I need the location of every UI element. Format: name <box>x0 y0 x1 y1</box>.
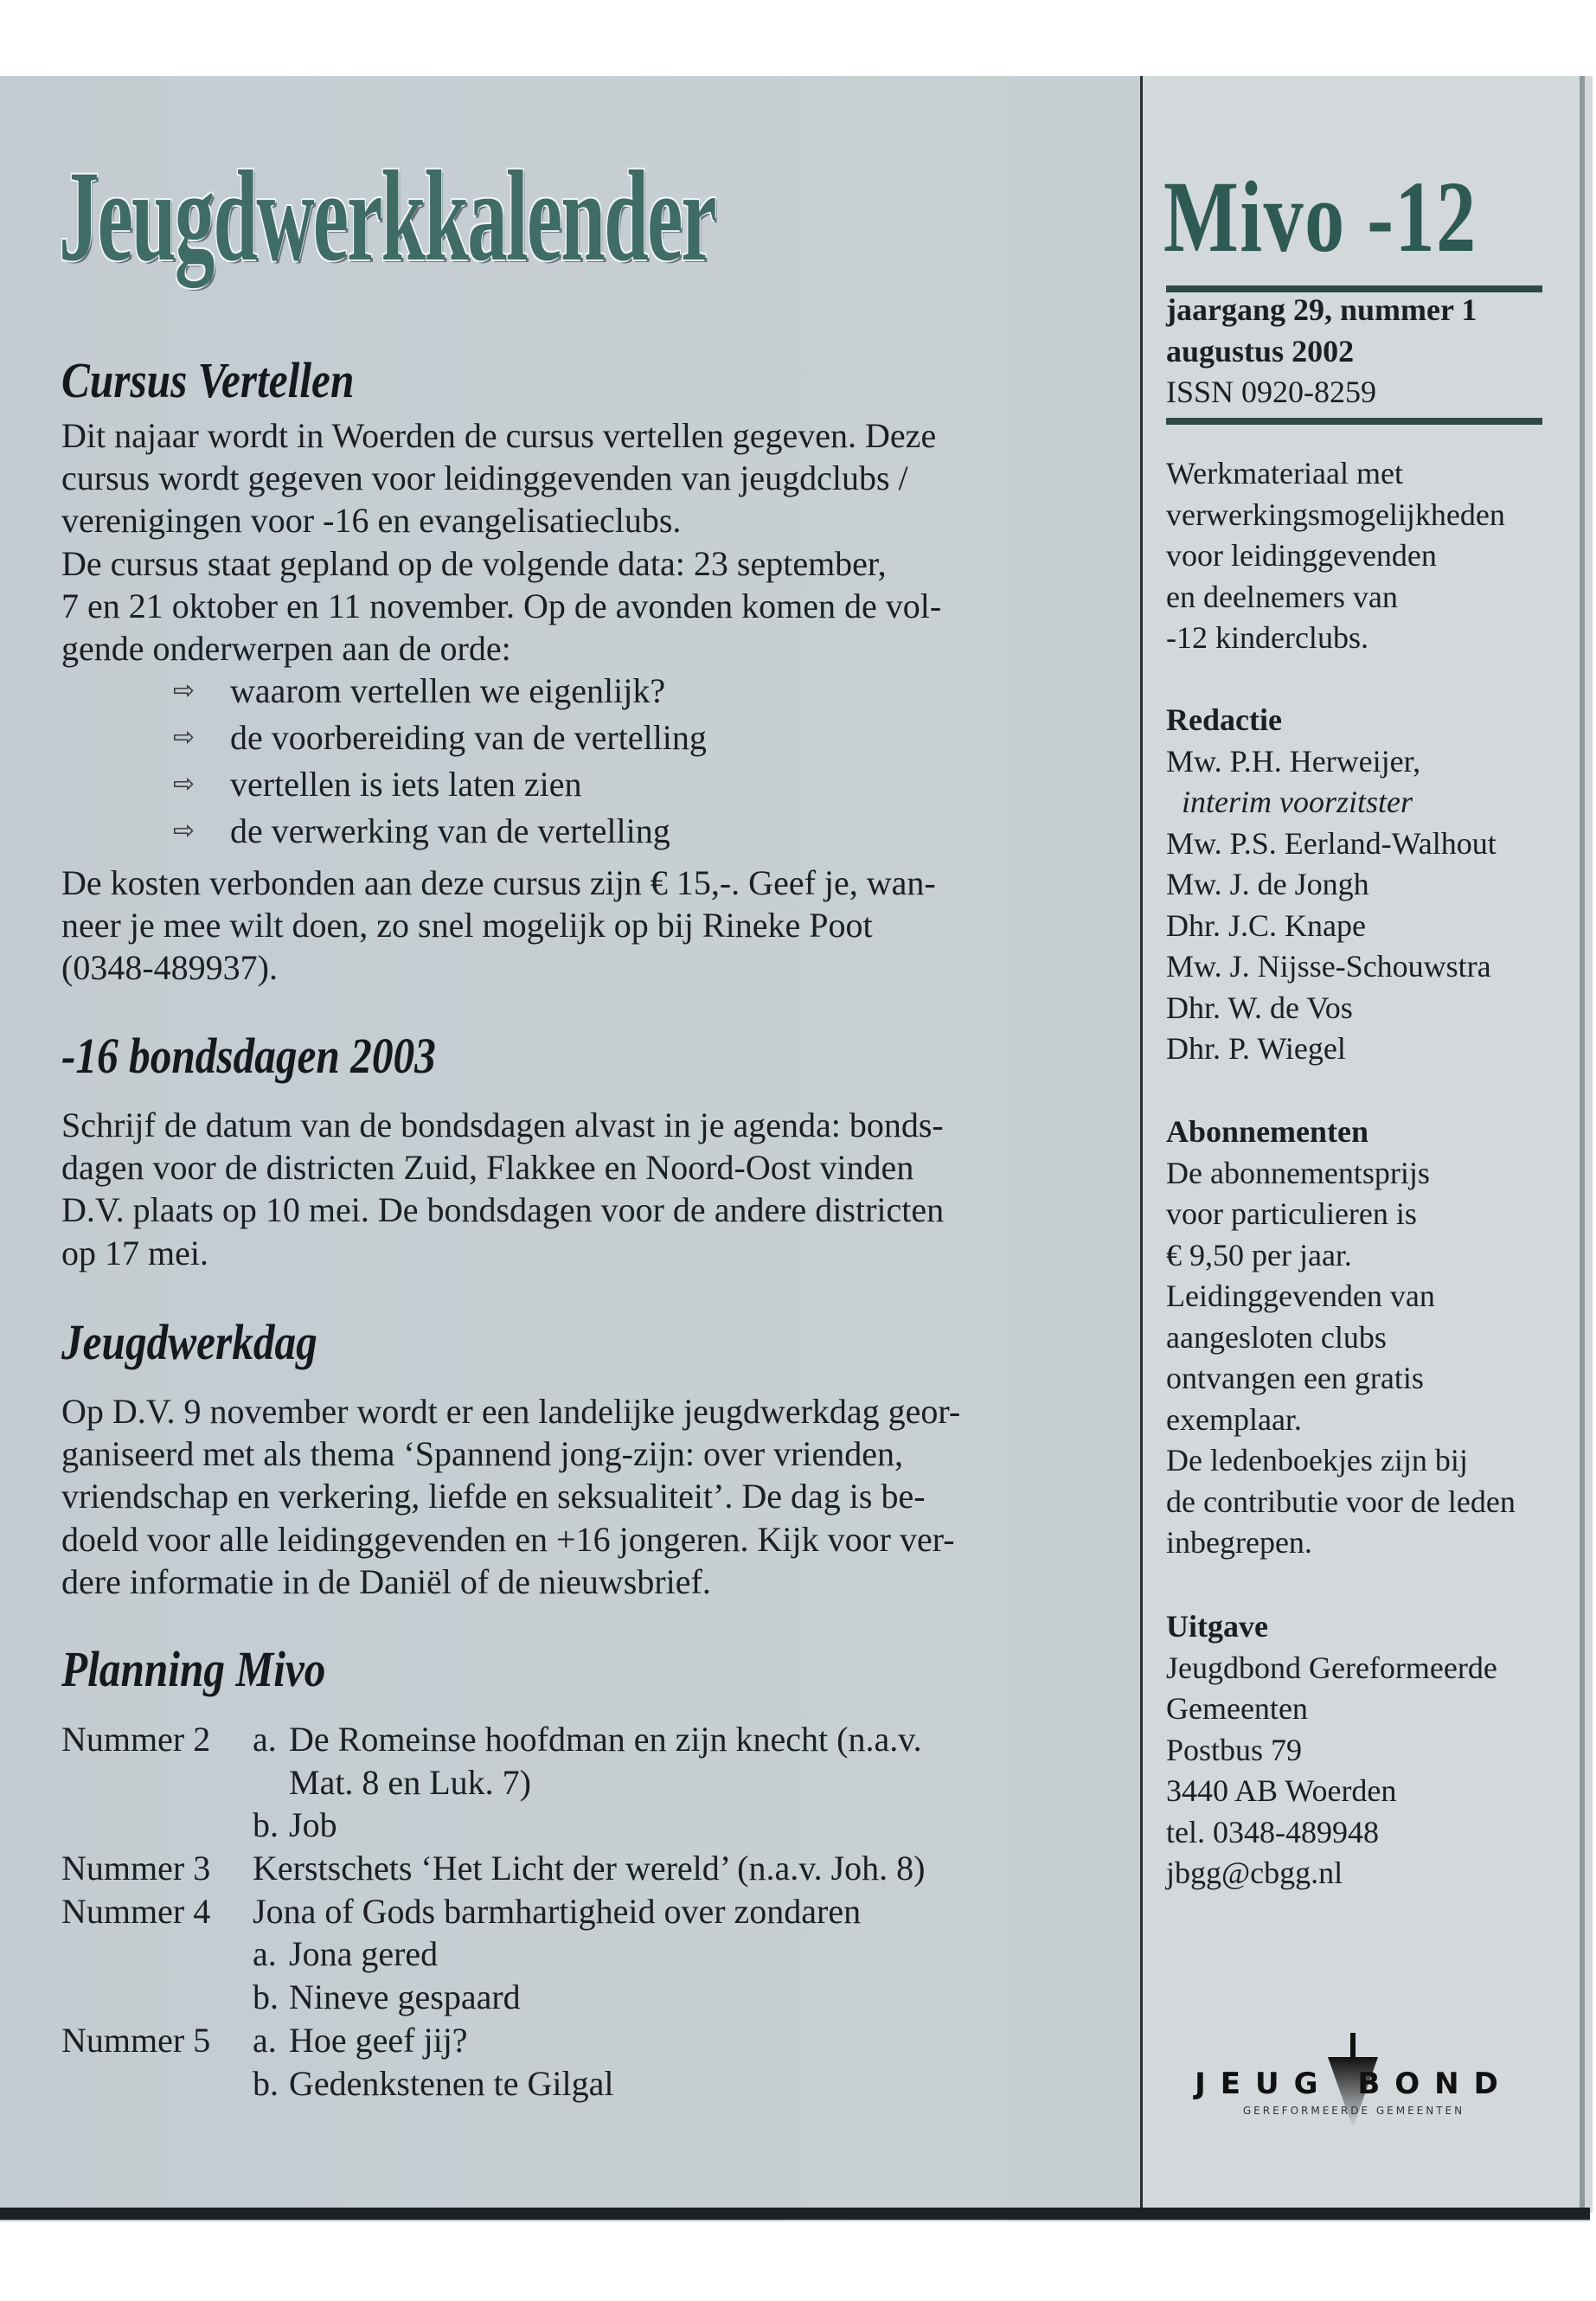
list-item <box>173 715 707 761</box>
heading-jeugdwerkdag: Jeugdwerkdag <box>61 1314 317 1370</box>
issue-label: Nummer 5 <box>61 2020 211 2060</box>
item-letter: b. <box>253 2063 279 2103</box>
text-line: vriendschap en verkering, liefde en seksualiteit’. De dag is be- <box>61 1477 926 1516</box>
list-item <box>173 668 707 715</box>
text-line: Schrijf de datum van de bondsdagen alvast in je agenda: bonds- <box>61 1106 944 1144</box>
text-line: De abonnementsprijs <box>1166 1155 1430 1190</box>
cursus-outro <box>61 862 936 990</box>
text-line: exemplaar. <box>1166 1401 1302 1437</box>
description <box>1166 453 1505 659</box>
arrow-right-icon: ⇨ <box>173 769 195 799</box>
svg-text:JEUG BOND: JEUG BOND <box>1195 2067 1513 2101</box>
list-item-text: de verwerking van de vertelling <box>230 811 670 850</box>
issue-label: Nummer 2 <box>61 1720 211 1759</box>
issn: ISSN 0920-8259 <box>1166 375 1377 409</box>
arrow-right-icon: ⇨ <box>173 816 195 846</box>
issue-date: augustus 2002 <box>1166 333 1355 369</box>
text-line: € 9,50 per jaar. <box>1166 1237 1352 1272</box>
svg-text:GEREFORMEERDE GEMEENTEN: GEREFORMEERDE GEMEENTEN <box>1242 2105 1465 2117</box>
item-text: Gedenkstenen te Gilgal <box>289 2063 614 2103</box>
text-line: Gemeenten <box>1166 1691 1308 1726</box>
editor: Mw. J. Nijsse-Schouwstra <box>1166 949 1491 984</box>
item-letter: a. <box>253 2020 277 2060</box>
text-line: ganiseerd met als thema ‘Spannend jong-zijn: over vrienden, <box>61 1434 904 1474</box>
item-text: Jona of Gods barmhartigheid over zondaren <box>253 1891 862 1931</box>
text-line: op 17 mei. <box>61 1233 208 1272</box>
abonnementen <box>1166 1112 1516 1564</box>
text-line: Postbus 79 <box>1166 1732 1303 1767</box>
text-line: jbgg@cbgg.nl <box>1166 1856 1343 1890</box>
editor: Mw. P.S. Eerland-Walhout <box>1166 825 1497 861</box>
list-item <box>173 761 707 808</box>
editor: Mw. P.H. Herweijer, <box>1166 743 1421 779</box>
text-line: verenigingen voor -16 en evangelisatieclubs. <box>61 501 682 541</box>
text-line: verwerkingsmogelijkheden <box>1166 497 1505 532</box>
text-line: doeld voor alle leidinggevenden en +16 jongeren. Kijk voor ver- <box>61 1519 955 1559</box>
item-text: Hoe geef jij? <box>289 2020 468 2060</box>
editor: Dhr. J.C. Knape <box>1166 907 1366 943</box>
text-line: (0348-489937). <box>61 948 278 988</box>
heading-planning: Planning Mivo <box>61 1641 326 1697</box>
arrow-right-icon: ⇨ <box>173 676 195 706</box>
cursus-topics-list <box>173 668 707 855</box>
jeugdwerkdag-text <box>61 1390 960 1603</box>
text-line: ontvangen een gratis <box>1166 1361 1424 1395</box>
text-line: Werkmateriaal met <box>1166 456 1403 490</box>
text-line: Dit najaar wordt in Woerden de cursus vertellen gegeven. Deze <box>61 416 937 455</box>
text-line: voor particulieren is <box>1166 1196 1417 1231</box>
issue-info <box>1166 290 1477 413</box>
issue-label: Nummer 3 <box>61 1849 211 1888</box>
heading-bondsdagen: -16 bondsdagen 2003 <box>61 1028 436 1084</box>
item-text: Kerstschets ‘Het Licht der wereld’ (n.a.v. Joh. 8) <box>253 1849 926 1888</box>
text-line: Leidinggevenden van <box>1166 1279 1435 1313</box>
list-item-text: vertellen is iets laten zien <box>230 765 582 804</box>
editor: Dhr. W. de Vos <box>1166 990 1353 1025</box>
item-text: De Romeinse hoofdman en zijn knecht (n.a.v. <box>289 1720 922 1759</box>
text-line: cursus wordt gegeven voor leidinggevenden van jeugdclubs / <box>61 458 908 498</box>
item-letter: b. <box>253 1977 279 2017</box>
arrow-right-icon: ⇨ <box>173 722 195 753</box>
masthead: Mivo -12 <box>1163 160 1477 273</box>
item-text: Mat. 8 en Luk. 7) <box>289 1762 531 1802</box>
editor: Mw. J. de Jongh <box>1166 867 1369 901</box>
uitgave <box>1166 1606 1497 1894</box>
jeugdbond-logo <box>1163 2024 1544 2137</box>
divider <box>1166 418 1542 425</box>
item-letter: a. <box>253 1720 277 1759</box>
text-line: en deelnemers van <box>1166 579 1398 614</box>
abonnementen-heading: Abonnementen <box>1166 1114 1369 1149</box>
issue-number: jaargang 29, nummer 1 <box>1166 292 1477 327</box>
bottom-strip <box>0 2208 1590 2220</box>
item-text: Jona gered <box>289 1934 439 1974</box>
text-line: neer je mee wilt doen, zo snel mogelijk op bij Rineke Poot <box>61 906 873 945</box>
text-line: De ledenboekjes zijn bij <box>1166 1443 1468 1477</box>
text-line: -12 kinderclubs. <box>1166 620 1368 655</box>
page-title: Jeugdwerkkalender <box>59 144 715 288</box>
text-line: De kosten verbonden aan deze cursus zijn € 15,-. Geef je, wan- <box>61 863 936 902</box>
text-line: 3440 AB Woerden <box>1166 1773 1397 1808</box>
text-line: 7 en 21 oktober en 11 november. Op de avonden komen de vol- <box>61 586 942 625</box>
item-text: Job <box>289 1805 337 1845</box>
text-line: voor leidinggevenden <box>1166 538 1437 573</box>
page-edge <box>1580 76 1585 2213</box>
uitgave-heading: Uitgave <box>1166 1609 1268 1644</box>
text-line: dere informatie in de Daniël of de nieuwsbrief. <box>61 1561 711 1601</box>
text-line: dagen voor de districten Zuid, Flakkee en Noord-Oost vinden <box>61 1148 914 1188</box>
issue-label: Nummer 4 <box>61 1891 211 1931</box>
item-text: Nineve gespaard <box>289 1977 521 2017</box>
text-line: aangesloten clubs <box>1166 1319 1387 1355</box>
text-line: tel. 0348-489948 <box>1166 1814 1379 1849</box>
text-line: Op D.V. 9 november wordt er een landelijke jeugdwerkdag geor- <box>61 1392 961 1431</box>
list-item-text: waarom vertellen we eigenlijk? <box>230 671 666 710</box>
redactie <box>1166 700 1497 1070</box>
text-line: D.V. plaats op 10 mei. De bondsdagen voor de andere districten <box>61 1190 945 1230</box>
item-letter: a. <box>253 1934 277 1974</box>
text-line: de contributie voor de leden <box>1166 1484 1516 1519</box>
item-letter: b. <box>253 1805 279 1845</box>
text-line: De cursus staat gepland op de volgende data: 23 september, <box>61 543 887 583</box>
text-line: inbegrepen. <box>1166 1525 1312 1560</box>
text-line: gende onderwerpen aan de orde: <box>61 628 511 668</box>
bondsdagen-text <box>61 1104 944 1274</box>
redactie-heading: Redactie <box>1166 702 1282 737</box>
list-item-text: de voorbereiding van de vertelling <box>230 718 707 757</box>
editor-role: interim voorzitster <box>1182 785 1413 819</box>
cursus-intro <box>61 414 941 670</box>
heading-cursus: Cursus Vertellen <box>61 352 355 408</box>
editor: Dhr. P. Wiegel <box>1166 1031 1346 1066</box>
list-item <box>173 808 707 855</box>
text-line: Jeugdbond Gereformeerde <box>1166 1650 1497 1685</box>
